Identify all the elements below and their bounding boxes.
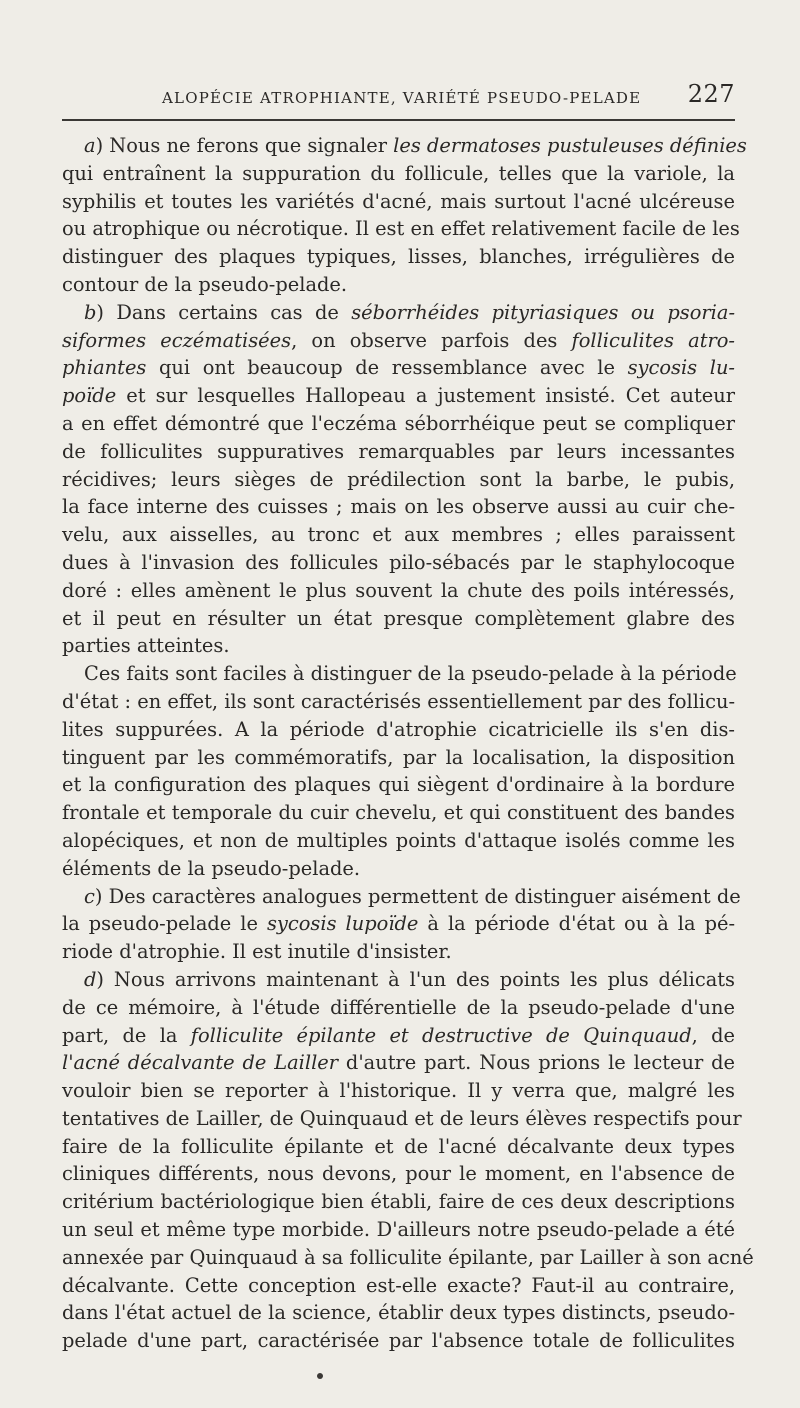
- text-line: la pseudo-pelade le sycosis lupoïde à la période d'état ou à la pé-: [62, 912, 736, 936]
- text-line: pelade d'une part, caractérisée par l'absence totale de folliculites: [62, 1329, 735, 1353]
- text-line: vouloir bien se reporter à l'historique. Il y verra que, malgré les: [62, 1079, 735, 1103]
- printer-mark: [317, 1373, 323, 1379]
- text-line: doré : elles amènent le plus souvent la chute des poils intéressés,: [62, 578, 735, 602]
- running-head: [62, 80, 735, 110]
- text-line: velu, aux aisselles, au tronc et aux membres ; elles paraissent: [62, 523, 735, 547]
- text-line: un seul et même type morbide. D'ailleurs notre pseudo-pelade a été: [62, 1218, 735, 1242]
- text-line: syphilis et toutes les variétés d'acné, mais surtout l'acné ulcéreuse: [62, 189, 735, 213]
- text-line: c) Des caractères analogues permettent de distinguer aisément de: [84, 884, 741, 908]
- text-line: alopéciques, et non de multiples points d'attaque isolés comme les: [62, 828, 735, 852]
- header-rule: [62, 119, 735, 121]
- text-line: distinguer des plaques typiques, lisses, blanches, irrégulières de: [62, 245, 735, 269]
- text-line: de ce mémoire, à l'étude différentielle de la pseudo-pelade d'une: [62, 995, 735, 1019]
- text-line: Ces faits sont faciles à distinguer de la pseudo-pelade à la période: [84, 662, 737, 686]
- text-line: critérium bactériologique bien établi, faire de ces deux descriptions: [62, 1190, 735, 1214]
- running-title: ALOPÉCIE ATROPHIANTE, VARIÉTÉ PSEUDO-PELADE: [162, 89, 642, 107]
- text-line: et la configuration des plaques qui siègent d'ordinaire à la bordure: [62, 773, 735, 797]
- text-line: décalvante. Cette conception est-elle exacte? Faut-il au contraire,: [62, 1273, 735, 1297]
- text-line: ou atrophique ou nécrotique. Il est en effet relativement facile de les: [62, 217, 740, 241]
- text-line: dans l'état actuel de la science, établir deux types distincts, pseudo-: [62, 1301, 735, 1325]
- body-text: [62, 132, 754, 1355]
- text-line: la face interne des cuisses ; mais on les observe aussi au cuir che-: [62, 495, 735, 519]
- page-number: 227: [687, 80, 735, 108]
- text-line: phiantes qui ont beaucoup de ressemblance avec le sycosis lu-: [62, 356, 735, 380]
- text-line: annexée par Quinquaud à sa folliculite épilante, par Lailler à son acné: [62, 1245, 754, 1269]
- text-line: b) Dans certains cas de séborrhéides pityriasiques ou psoria-: [84, 300, 735, 324]
- text-line: siformes eczématisées, on observe parfois des folliculites atro-: [62, 328, 735, 352]
- text-line: faire de la folliculite épilante et de l'acné décalvante deux types: [62, 1134, 735, 1158]
- text-line: éléments de la pseudo-pelade.: [62, 856, 361, 880]
- text-line: récidives; leurs sièges de prédilection sont la barbe, le pubis,: [62, 467, 735, 491]
- text-line: frontale et temporale du cuir chevelu, et qui constituent des bandes: [62, 801, 735, 825]
- text-line: riode d'atrophie. Il est inutile d'insister.: [62, 940, 452, 964]
- text-line: de folliculites suppuratives remarquables par leurs incessantes: [62, 439, 735, 463]
- text-line: a en effet démontré que l'eczéma séborrhéique peut se compliquer: [62, 411, 735, 435]
- text-line: part, de la folliculite épilante et destructive de Quinquaud, de: [62, 1023, 735, 1047]
- text-line: tinguent par les commémoratifs, par la localisation, la disposition: [62, 745, 735, 769]
- text-line: contour de la pseudo-pelade.: [62, 272, 348, 296]
- text-line: poïde et sur lesquelles Hallopeau a justement insisté. Cet auteur: [62, 384, 735, 408]
- text-line: parties atteintes.: [62, 634, 230, 658]
- text-line: a) Nous ne ferons que signaler les dermatoses pustuleuses définies: [84, 134, 747, 157]
- text-line: qui entraînent la suppuration du follicule, telles que la variole, la: [62, 161, 735, 185]
- text-line: d'état : en effet, ils sont caractérisés essentiellement par des follicu-: [62, 689, 735, 713]
- text-line: cliniques différents, nous devons, pour le moment, en l'absence de: [62, 1162, 735, 1186]
- text-line: lites suppurées. A la période d'atrophie cicatricielle ils s'en dis-: [62, 717, 735, 741]
- text-line: l'acné décalvante de Lailler d'autre part. Nous prions le lecteur de: [62, 1051, 735, 1075]
- text-line: et il peut en résulter un état presque complètement glabre des: [62, 606, 735, 630]
- text-line: d) Nous arrivons maintenant à l'un des points les plus délicats: [84, 967, 735, 991]
- text-line: tentatives de Lailler, de Quinquaud et de leurs élèves respectifs pour: [62, 1106, 742, 1130]
- text-line: dues à l'invasion des follicules pilo-sébacés par le staphylocoque: [62, 550, 735, 574]
